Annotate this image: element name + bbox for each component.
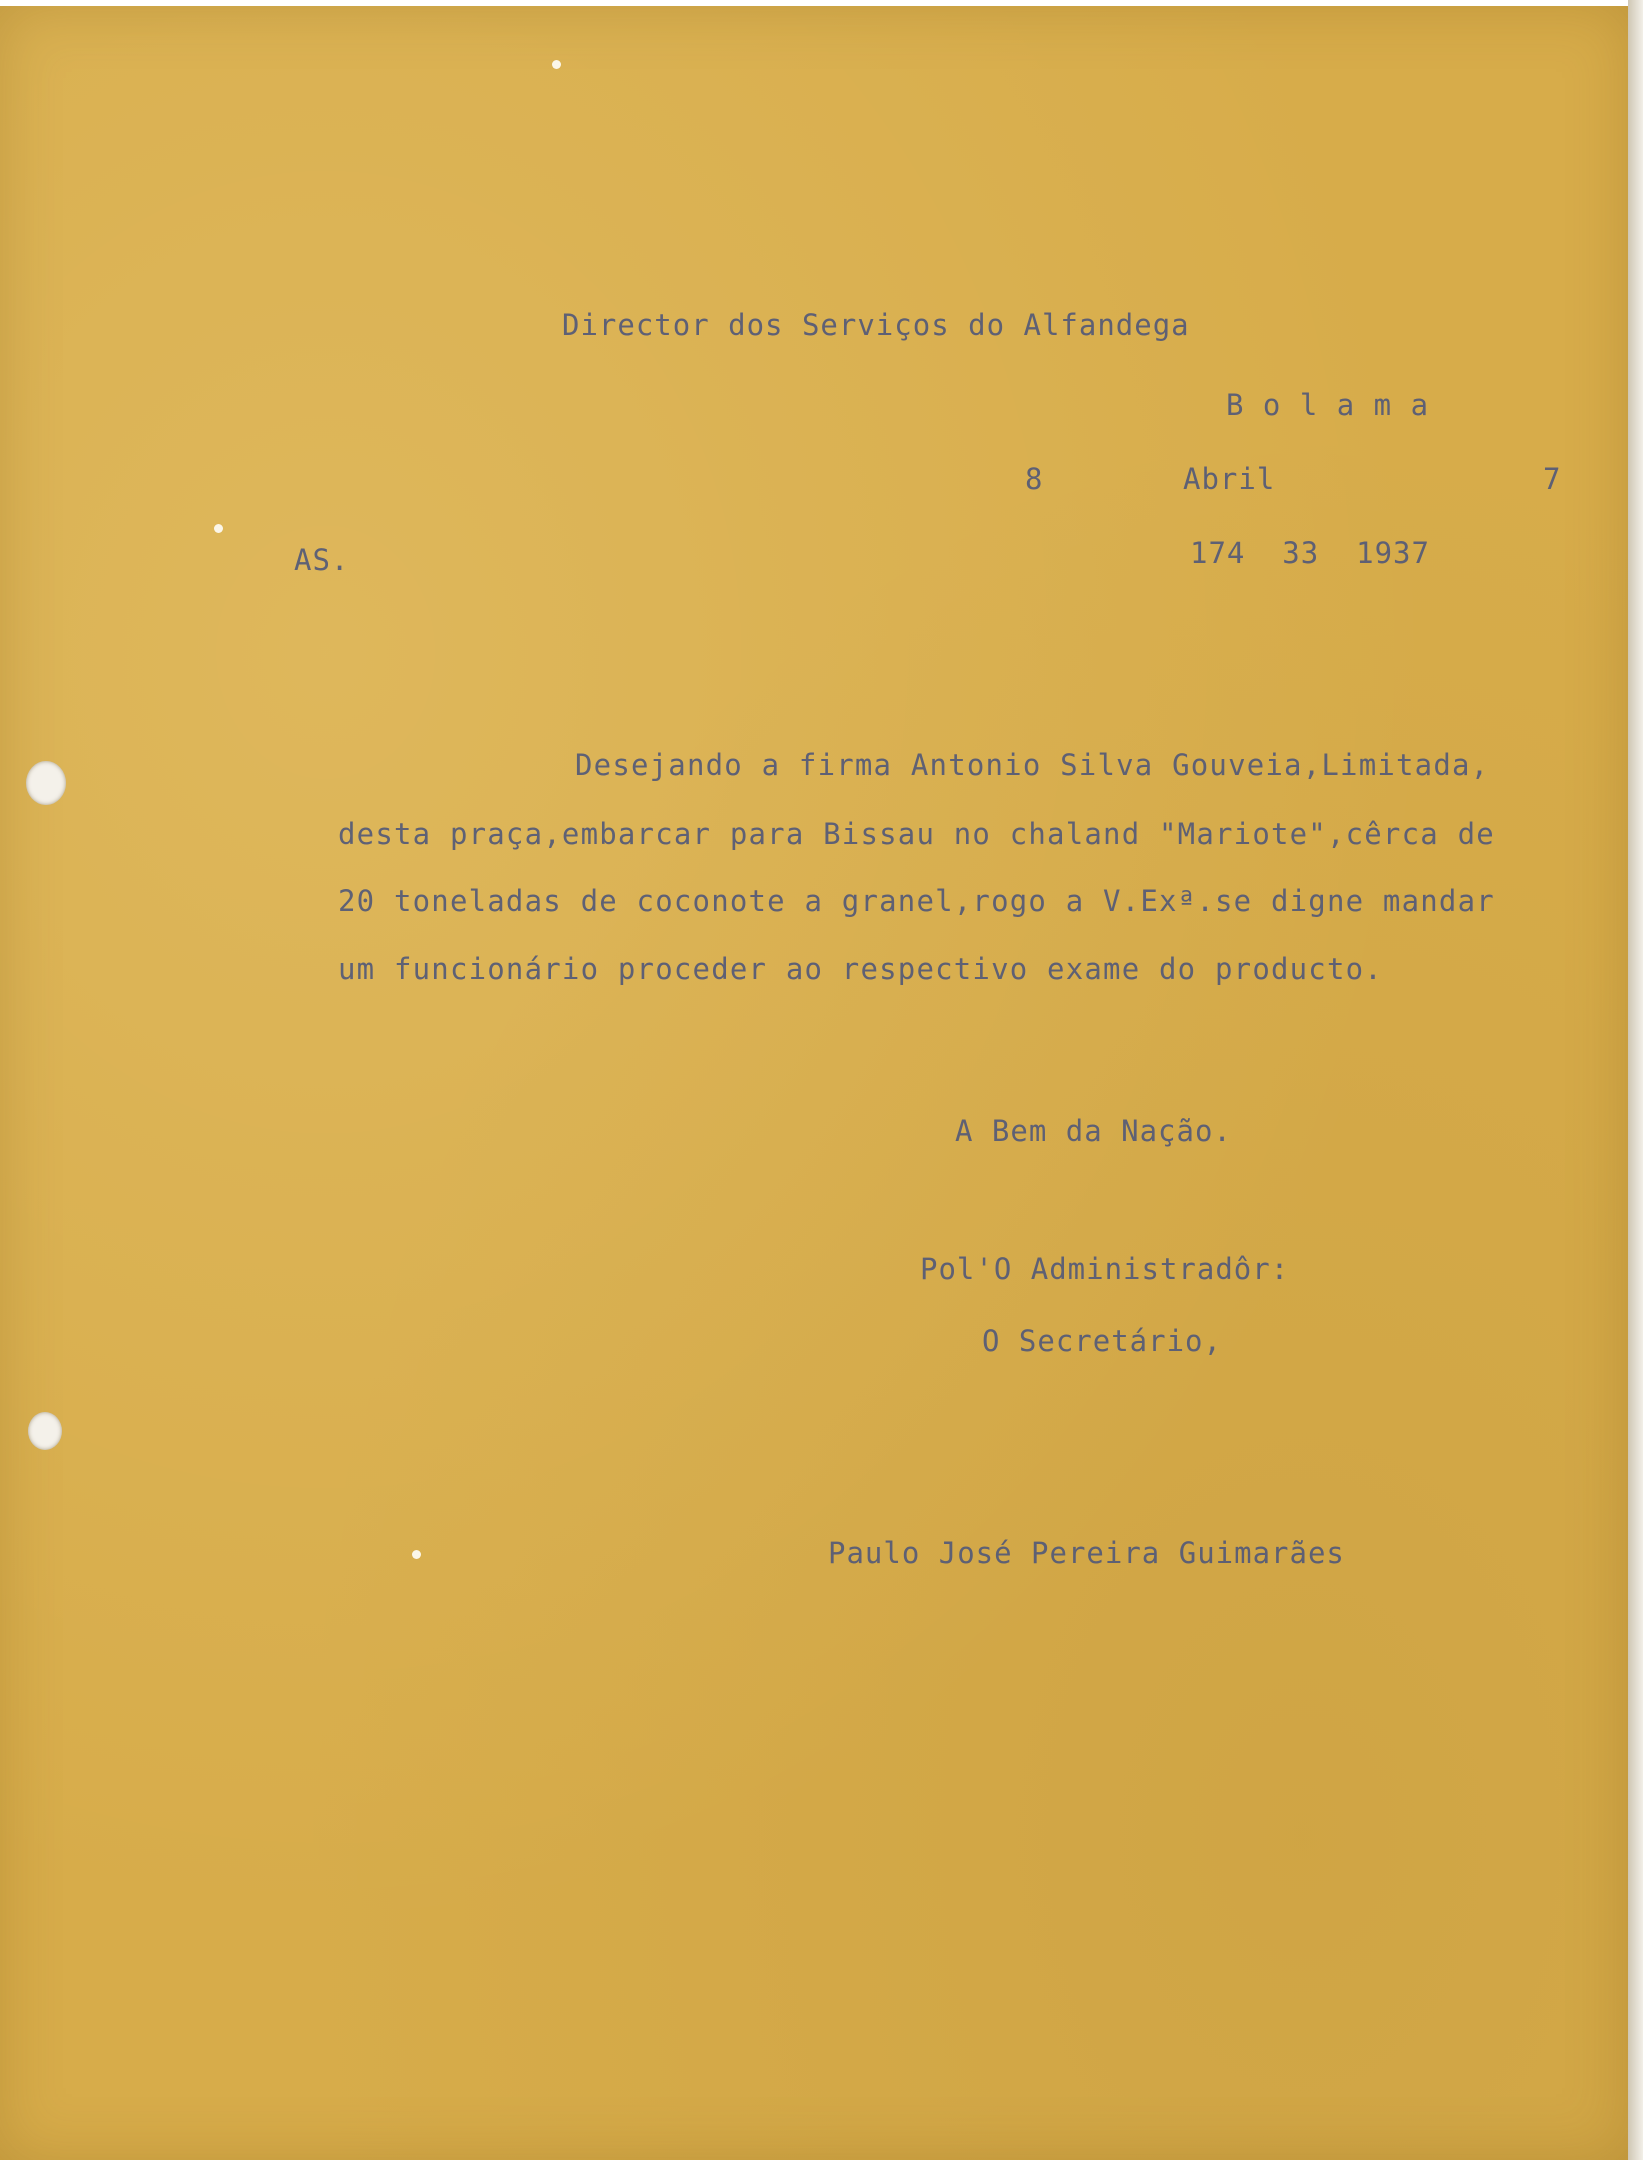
paper-speck — [412, 1550, 421, 1559]
reference-number: 174 33 1937 — [1190, 536, 1430, 570]
place-name: B o l a m a — [1226, 388, 1430, 422]
body-line-1: Desejando a firma Antonio Silva Gouveia,Limitada, — [575, 748, 1490, 782]
closing-salutation: A Bem da Nação. — [955, 1114, 1232, 1148]
signature-name: Paulo José Pereira Guimarães — [828, 1536, 1345, 1570]
paper-edge — [1628, 0, 1643, 2160]
body-line-2: desta praça,embarcar para Bissau no chaland "Mariote",cêrca de — [338, 817, 1495, 851]
punch-hole-bottom — [28, 1412, 62, 1450]
signature-role-administrator: Pol'O Administradôr: — [920, 1252, 1290, 1286]
paper-speck — [552, 60, 561, 69]
date-month: Abril — [1183, 462, 1276, 496]
date-year-digit: 7 — [1543, 462, 1562, 496]
paper-speck — [214, 524, 223, 533]
body-line-3: 20 toneladas de coconote a granel,rogo a V.Exª.se digne mandar — [338, 884, 1495, 918]
letter-sheet — [0, 6, 1628, 2160]
date-day: 8 — [1025, 462, 1044, 496]
signature-role-secretary: O Secretário, — [982, 1324, 1222, 1358]
punch-hole-top — [26, 761, 66, 805]
body-line-4: um funcionário proceder ao respectivo exame do producto. — [338, 952, 1383, 986]
addressee-line: Director dos Serviços do Alfandega — [562, 308, 1190, 342]
reference-initials: AS. — [294, 543, 350, 577]
